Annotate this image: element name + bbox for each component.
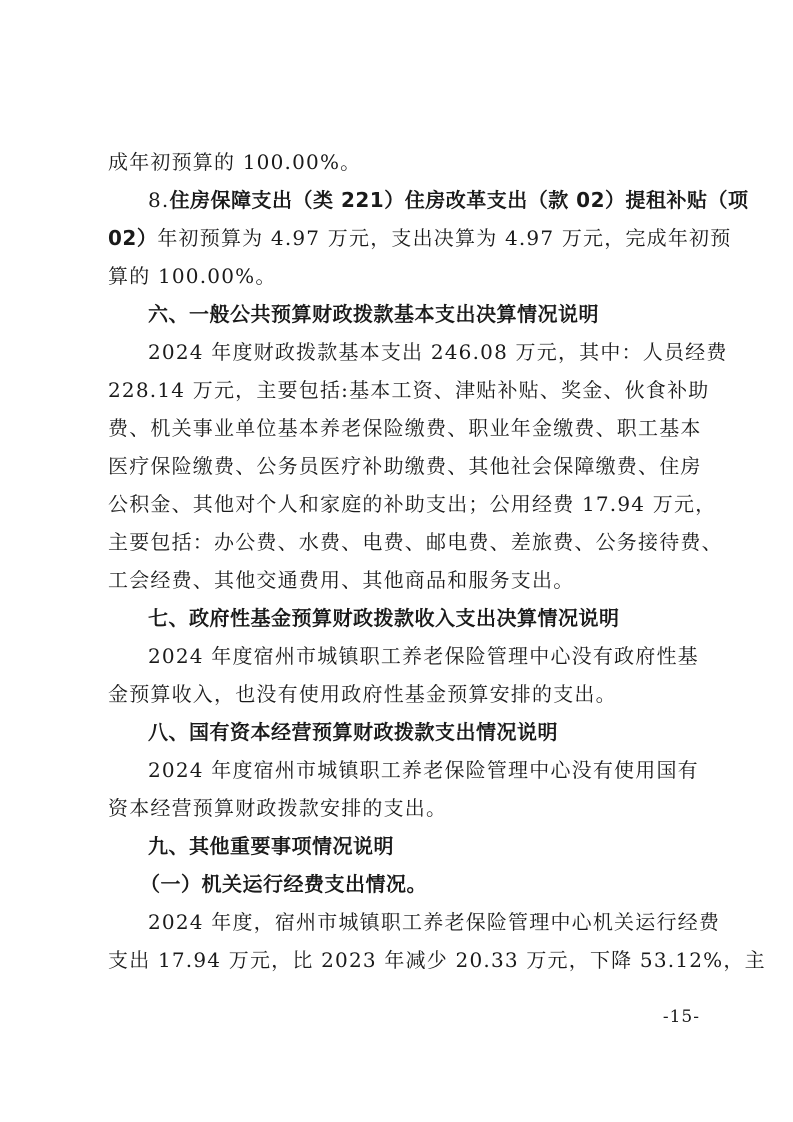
paragraph-line: 算的 100.00%。: [108, 264, 277, 288]
paragraph-line: 资本经营预算财政拨款安排的支出。: [108, 796, 448, 820]
paragraph-line: 228.14 万元，主要包括:基本工资、津贴补贴、奖金、伙食补助: [108, 378, 710, 402]
subsection-heading: （一）机关运行经费支出情况。: [140, 872, 427, 896]
paragraph-line: 公积金、其他对个人和家庭的补助支出；公用经费 17.94 万元，: [108, 492, 717, 516]
paragraph-line: 2024 年度宿州市城镇职工养老保险管理中心没有使用国有: [148, 758, 699, 782]
paragraph-line: 费、机关事业单位基本养老保险缴费、职业年金缴费、职工基本: [108, 416, 702, 440]
item-heading-end: 02）: [108, 226, 158, 250]
page-number: -15-: [662, 1007, 700, 1027]
section-heading: 七、政府性基金预算财政拨款收入支出决算情况说明: [148, 606, 620, 630]
paragraph-line: 2024 年度宿州市城镇职工养老保险管理中心没有政府性基: [148, 644, 699, 668]
item-text: 年初预算为 4.97 万元，支出决算为 4.97 万元，完成年初预: [157, 226, 732, 250]
paragraph-line: [108, 219, 732, 257]
section-heading: 六、一般公共预算财政拨款基本支出决算情况说明: [148, 302, 599, 326]
paragraph-line: 支出 17.94 万元，比 2023 年减少 20.33 万元，下降 53.12%，主: [108, 948, 766, 972]
item-heading: 住房保障支出（类 221）住房改革支出（款 02）提租补贴（项: [169, 188, 749, 212]
paragraph-line: [148, 181, 749, 219]
section-heading: 九、其他重要事项情况说明: [148, 834, 394, 858]
paragraph-line: 成年初预算的 100.00%。: [108, 150, 362, 174]
item-number: 8.: [148, 188, 170, 212]
paragraph-line: 主要包括：办公费、水费、电费、邮电费、差旅费、公务接待费、: [108, 530, 723, 554]
paragraph-line: 2024 年度财政拨款基本支出 246.08 万元，其中：人员经费: [148, 340, 728, 364]
paragraph-line: 工会经费、其他交通费用、其他商品和服务支出。: [108, 568, 575, 592]
paragraph-line: 2024 年度，宿州市城镇职工养老保险管理中心机关运行经费: [148, 910, 721, 934]
section-heading: 八、国有资本经营预算财政拨款支出情况说明: [148, 720, 558, 744]
paragraph-line: 医疗保险缴费、公务员医疗补助缴费、其他社会保障缴费、住房: [108, 454, 702, 478]
paragraph-line: 金预算收入，也没有使用政府性基金预算安排的支出。: [108, 682, 617, 706]
